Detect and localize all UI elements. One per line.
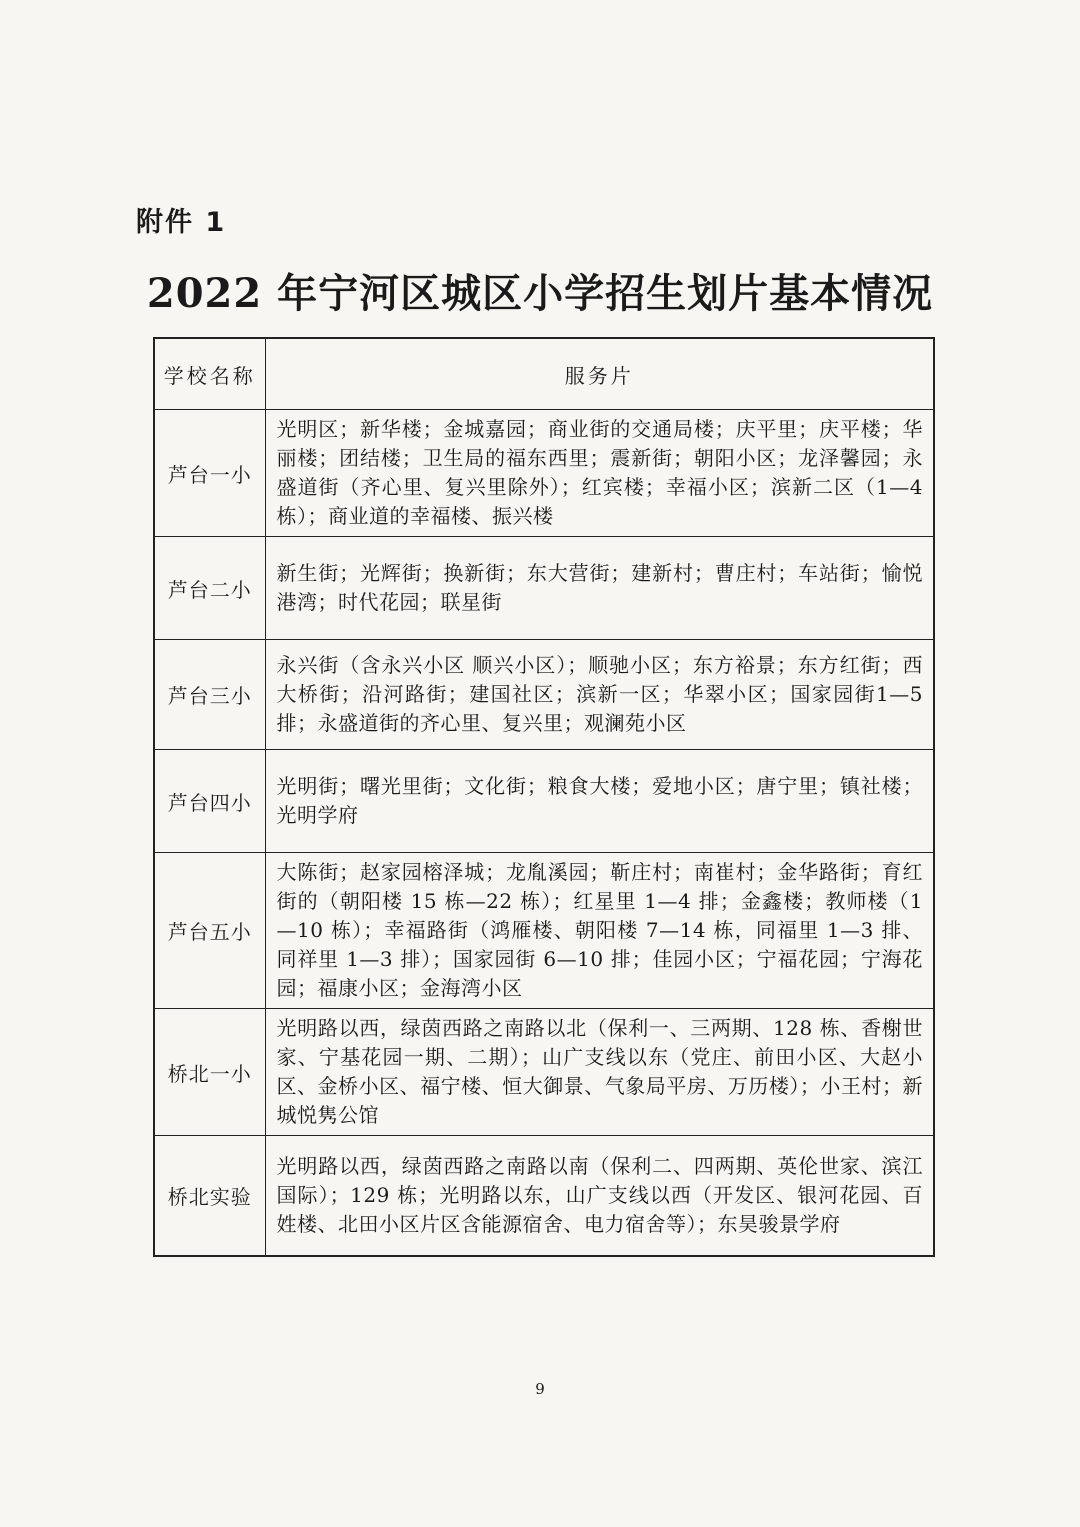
table-row [154, 537, 934, 640]
column-header-school: 学校名称 [154, 338, 265, 410]
school-name: 桥北一小 [154, 1009, 265, 1136]
service-area: 光明区；新华楼；金城嘉园；商业街的交通局楼；庆平里；庆平楼；华丽楼；团结楼；卫生局的福东西里；震新街；朝阳小区；龙泽馨园；永盛道街（齐心里、复兴里除外）；红宾楼；幸福小区；滨新二区（1—4栋）；商业道的幸福楼、振兴楼 [265, 410, 934, 537]
school-name: 芦台三小 [154, 640, 265, 750]
service-area: 永兴街（含永兴小区 顺兴小区）；顺驰小区；东方裕景；东方红街；西大桥街；沿河路街；建国社区；滨新一区；华翠小区；国家园街1—5 排；永盛道街的齐心里、复兴里；观澜苑小区 [265, 640, 934, 750]
attachment-label: 附件 1 [136, 207, 227, 238]
column-header-area: 服务片 [265, 338, 934, 410]
school-name: 芦台五小 [154, 853, 265, 1009]
service-area: 光明路以西，绿茵西路之南路以北（保利一、三两期、128 栋、香榭世家、宁基花园一期、二期）；山广支线以东（党庄、前田小区、大赵小区、金桥小区、福宁楼、恒大御景、气象局平房、万历楼）；小王村；新城悦隽公馆 [265, 1009, 934, 1136]
school-name: 桥北实验 [154, 1136, 265, 1256]
page-number: 9 [535, 1380, 545, 1398]
school-name: 芦台一小 [154, 410, 265, 537]
table-row [154, 750, 934, 853]
school-name: 芦台二小 [154, 537, 265, 640]
table-header-row [154, 338, 934, 410]
table-row [154, 1136, 934, 1256]
service-area: 光明路以西，绿茵西路之南路以南（保利二、四两期、英伦世家、滨江国际）；129 栋；光明路以东，山广支线以西（开发区、银河花园、百姓楼、北田小区片区含能源宿舍、电力宿舍等）；东昊骏景学府 [265, 1136, 934, 1256]
service-area: 新生街；光辉街；换新街；东大营街；建新村；曹庄村；车站街；愉悦港湾；时代花园；联星街 [265, 537, 934, 640]
table-row [154, 1009, 934, 1136]
service-area: 光明街；曙光里街；文化街；粮食大楼；爱地小区；唐宁里；镇社楼；光明学府 [265, 750, 934, 853]
school-name: 芦台四小 [154, 750, 265, 853]
page-title: 2022 年宁河区城区小学招生划片基本情况 [146, 270, 934, 317]
enrollment-zone-table [153, 337, 935, 1257]
table-row [154, 410, 934, 537]
table-row [154, 853, 934, 1009]
service-area: 大陈街；赵家园榕泽城；龙胤溪园；靳庄村；南崔村；金华路街；育红街的（朝阳楼 15 栋—22 栋）；红星里 1—4 排；金鑫楼；教师楼（1—10 栋）；幸福路街（鸿雁楼、朝阳楼 7—14 栋，同福里 1—3 排、同祥里 1—3 排）；国家园街 6—10 排；佳园小区；宁福花园；宁海花园；福康小区；金海湾小区 [265, 853, 934, 1009]
table-row [154, 640, 934, 750]
